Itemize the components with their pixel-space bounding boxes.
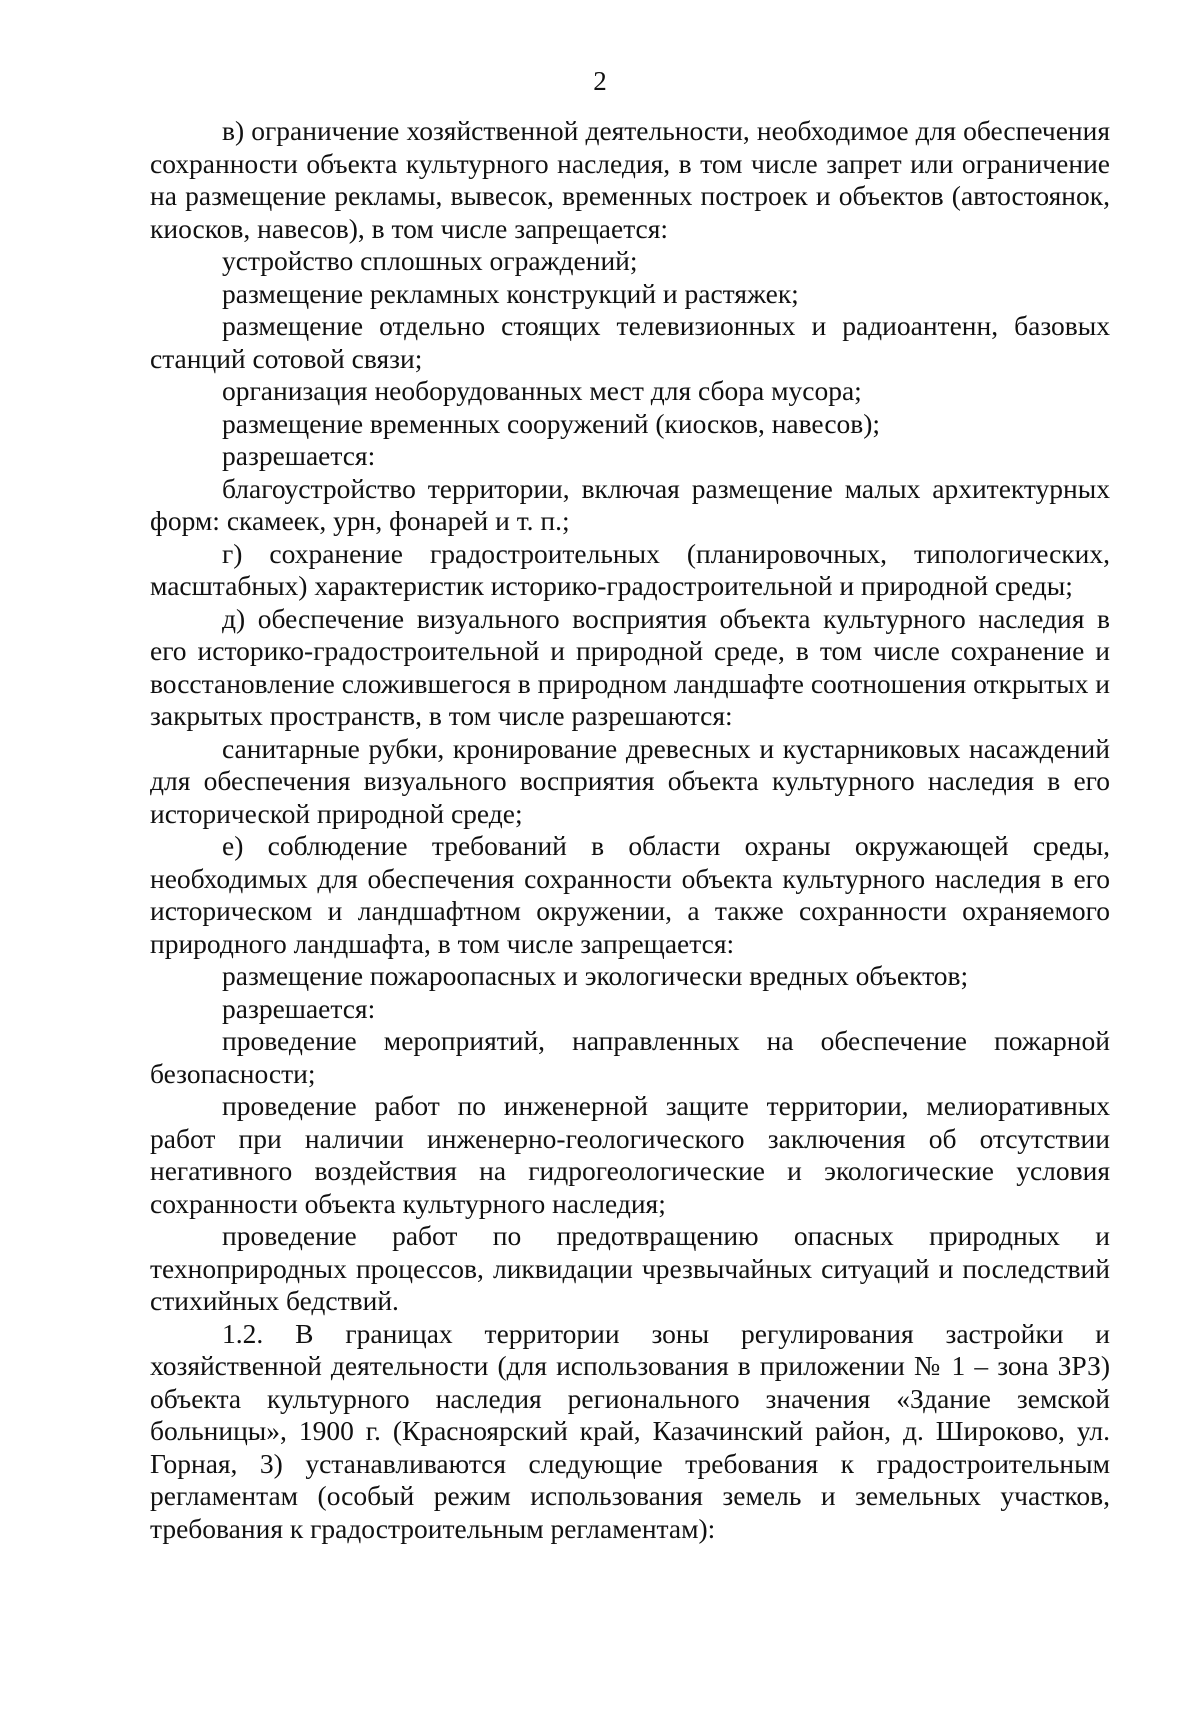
paragraph: проведение мероприятий, направленных на обеспечение пожарной безопасности; [150, 1025, 1110, 1089]
paragraph: 1.2. В границах территории зоны регулирования застройки и хозяйственной деятельности (для использования в приложении № 1 – зона ЗРЗ) объекта культурного наследия регионального значения «Здание земской больницы», 1900 г. (Красноярский край, Казачинский район, д. Широково, ул. Горная, 3) устанавливаются следующие требования к градостроительным регламентам (особый режим использования земель и земельных участков, требования к градостроительным регламентам): [150, 1317, 1110, 1544]
paragraph: е) соблюдение требований в области охраны окружающей среды, необходимых для обеспечения сохранности объекта культурного наследия в его историческом и ландшафтном окружении, а также сохранности охраняемого природного ландшафта, в том числе запрещается: [150, 830, 1110, 959]
paragraph: размещение рекламных конструкций и растяжек; [222, 277, 799, 309]
paragraph: разрешается: [222, 440, 376, 471]
paragraph: благоустройство территории, включая размещение малых архитектурных форм: скамеек, урн, фонарей и т. п.; [150, 472, 1110, 536]
paragraph: санитарные рубки, кронирование древесных и кустарниковых насаждений для обеспечения визуального восприятия объекта культурного наследия в его исторической природной среде; [150, 732, 1110, 829]
paragraph: проведение работ по инженерной защите территории, мелиоративных работ при наличии инженерно-геологического заключения об отсутствии негативного воздействия на гидрогеологические и экологические условия сохранности объекта культурного наследия; [150, 1090, 1110, 1219]
paragraph: устройство сплошных ограждений; [222, 245, 638, 276]
paragraph: размещение пожароопасных и экологически вредных объектов; [222, 960, 969, 991]
paragraph: организация необорудованных мест для сбора мусора; [222, 375, 862, 406]
paragraph: г) сохранение градостроительных (планировочных, типологических, масштабных) характеристик историко-градостроительной и природной среды; [150, 537, 1110, 601]
paragraph: д) обеспечение визуального восприятия объекта культурного наследия в его историко-градостроительной и природной среде, в том числе сохранение и восстановление сложившегося в природном ландшафте соотношения открытых и закрытых пространств, в том числе разрешаются: [150, 602, 1110, 731]
paragraph: размещение временных сооружений (киосков, навесов); [222, 407, 881, 439]
paragraph: проведение работ по предотвращению опасных природных и техноприродных процессов, ликвидации чрезвычайных ситуаций и последствий стихийных бедствий. [150, 1220, 1110, 1316]
page-number: 2 [593, 66, 607, 96]
paragraph: размещение отдельно стоящих телевизионных и радиоантенн, базовых станций сотовой связи; [150, 310, 1110, 374]
paragraph: разрешается: [222, 992, 376, 1024]
paragraph: в) ограничение хозяйственной деятельности, необходимое для обеспечения сохранности объекта культурного наследия, в том числе запрет или ограничение на размещение рекламы, вывесок, временных построек и объектов (автостоянок, киосков, навесов), в том числе запрещается: [150, 115, 1110, 244]
document-body [150, 115, 1110, 1545]
